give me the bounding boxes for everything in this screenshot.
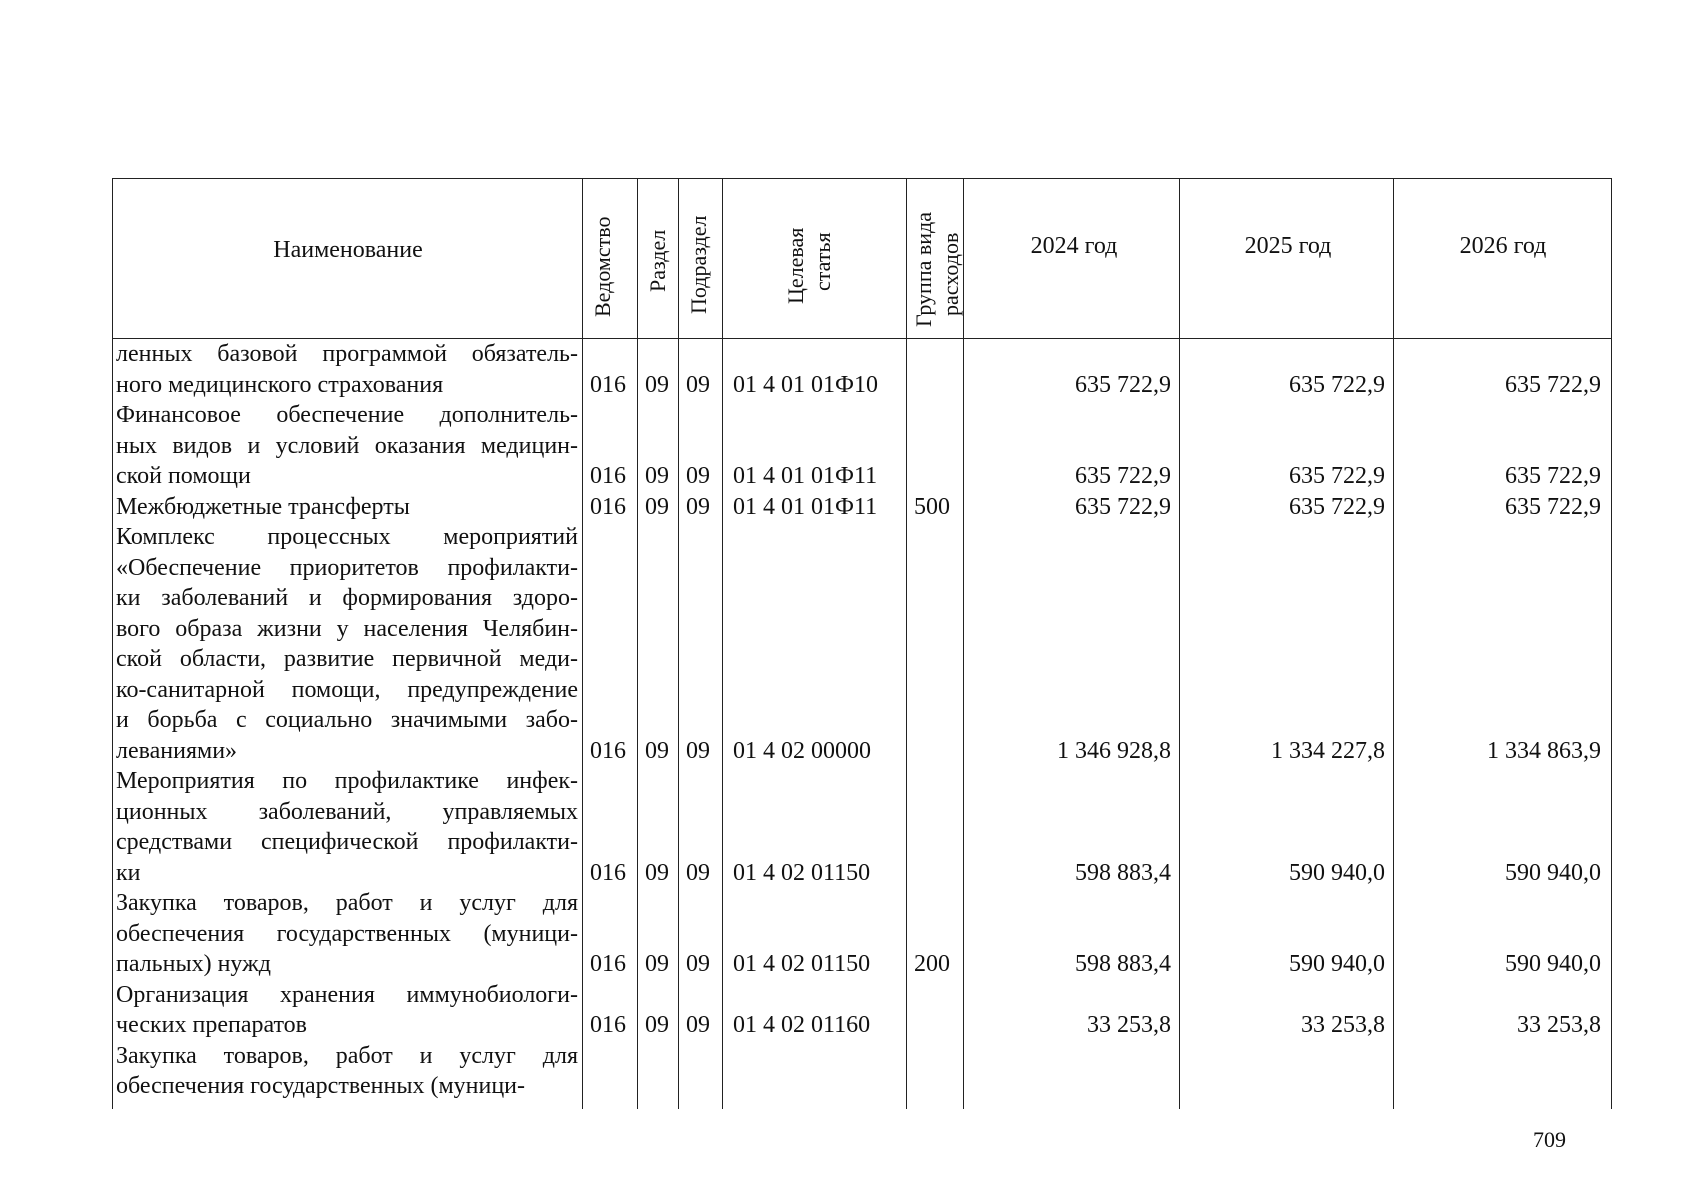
cell-gruppa: 500 bbox=[914, 493, 950, 520]
cell-2026: 33 253,8 bbox=[1517, 1012, 1601, 1038]
row-name-line: вого образа жизни у населения Челябин- bbox=[116, 615, 578, 642]
row-name bbox=[116, 339, 578, 400]
cell-2025: 590 940,0 bbox=[1289, 859, 1385, 886]
cell-razdel: 09 bbox=[645, 463, 669, 489]
cell-razdel: 09 bbox=[645, 371, 669, 398]
cell-razdel: 09 bbox=[645, 951, 669, 977]
header-gruppa-line2: расходов bbox=[938, 232, 963, 316]
cell-podrazdel: 09 bbox=[686, 371, 710, 398]
column-divider bbox=[963, 179, 964, 1109]
row-name-line: ного медицинского страхования bbox=[116, 371, 444, 398]
row-name-line: пальных) нужд bbox=[116, 951, 271, 977]
cell-vedomstvo: 016 bbox=[590, 493, 626, 520]
row-name-line: Финансовое обеспечение дополнитель- bbox=[116, 402, 578, 428]
cell-celevaya-statya: 01 4 02 01150 bbox=[733, 859, 871, 886]
row-name-line: ской области, развитие первичной меди- bbox=[116, 646, 578, 672]
cell-2024: 598 883,4 bbox=[1075, 951, 1171, 977]
row-name bbox=[116, 766, 578, 888]
cell-2025: 635 722,9 bbox=[1289, 463, 1385, 489]
cell-2024: 635 722,9 bbox=[1075, 463, 1171, 489]
cell-celevaya-statya: 01 4 01 01Ф10 bbox=[733, 371, 878, 398]
row-name-line: ко-санитарной помощи, предупреждение bbox=[116, 676, 578, 703]
cell-celevaya-statya: 01 4 02 01160 bbox=[733, 1012, 871, 1038]
cell-podrazdel: 09 bbox=[686, 737, 710, 764]
header-razdel: Раздел bbox=[645, 229, 670, 292]
cell-2026: 635 722,9 bbox=[1505, 463, 1601, 489]
row-name-line: Межбюджетные трансферты bbox=[116, 493, 410, 520]
cell-2024: 1 346 928,8 bbox=[1057, 737, 1171, 764]
cell-2026: 635 722,9 bbox=[1505, 371, 1601, 398]
cell-2025: 635 722,9 bbox=[1289, 493, 1385, 520]
header-podrazdel: Подраздел bbox=[686, 215, 711, 314]
row-name-line: ных видов и условий оказания медицин- bbox=[116, 432, 578, 459]
column-divider bbox=[722, 179, 723, 1109]
cell-2025: 590 940,0 bbox=[1289, 951, 1385, 977]
row-name-line: леваниями» bbox=[116, 737, 238, 764]
row-name-line: ческих препаратов bbox=[116, 1012, 308, 1038]
header-2024: 2024 год bbox=[1030, 233, 1118, 259]
row-name-line: ционных заболеваний, управляемых bbox=[116, 798, 578, 825]
cell-vedomstvo: 016 bbox=[590, 737, 626, 764]
row-name-line: ки заболеваний и формирования здоро- bbox=[116, 585, 578, 611]
column-divider bbox=[637, 179, 638, 1109]
cell-vedomstvo: 016 bbox=[590, 859, 626, 886]
row-name-line: и борьба с социально значимыми забо- bbox=[116, 707, 578, 733]
header-name: Наименование bbox=[273, 237, 423, 263]
cell-gruppa: 200 bbox=[914, 951, 950, 977]
row-name bbox=[116, 1041, 578, 1102]
cell-celevaya-statya: 01 4 01 01Ф11 bbox=[733, 463, 878, 489]
cell-razdel: 09 bbox=[645, 493, 669, 520]
budget-table bbox=[112, 178, 1612, 1109]
page-number: 709 bbox=[1533, 1127, 1566, 1152]
cell-podrazdel: 09 bbox=[686, 951, 710, 977]
row-name-line: ки bbox=[116, 859, 141, 886]
cell-2024: 598 883,4 bbox=[1075, 859, 1171, 886]
cell-celevaya-statya: 01 4 02 00000 bbox=[733, 737, 871, 764]
cell-razdel: 09 bbox=[645, 859, 669, 886]
cell-celevaya-statya: 01 4 02 01150 bbox=[733, 951, 871, 977]
row-name-line: ской помощи bbox=[116, 463, 251, 489]
header-celevaya-line1: Целевая bbox=[783, 227, 808, 304]
header-vedomstvo: Ведомство bbox=[590, 216, 615, 317]
column-divider bbox=[906, 179, 907, 1109]
header-2025: 2025 год bbox=[1244, 233, 1332, 259]
cell-2026: 590 940,0 bbox=[1505, 951, 1601, 977]
header-gruppa-line1: Группа вида bbox=[911, 212, 936, 327]
column-divider bbox=[1179, 179, 1180, 1109]
column-divider bbox=[582, 179, 583, 1109]
cell-2024: 635 722,9 bbox=[1075, 493, 1171, 520]
cell-2024: 635 722,9 bbox=[1075, 371, 1171, 398]
row-name-line: средствами специфической профилакти- bbox=[116, 829, 578, 855]
row-name bbox=[116, 888, 578, 980]
cell-2024: 33 253,8 bbox=[1087, 1012, 1171, 1038]
row-name bbox=[116, 400, 578, 492]
cell-2026: 635 722,9 bbox=[1505, 493, 1601, 520]
row-name-line: Мероприятия по профилактике инфек- bbox=[116, 768, 578, 794]
cell-2025: 635 722,9 bbox=[1289, 371, 1385, 398]
cell-vedomstvo: 016 bbox=[590, 463, 626, 489]
cell-2026: 1 334 863,9 bbox=[1487, 737, 1601, 764]
row-name-line: обеспечения государственных (муници- bbox=[116, 1073, 526, 1099]
cell-2026: 590 940,0 bbox=[1505, 859, 1601, 886]
header-celevaya-line2: статья bbox=[810, 232, 835, 291]
cell-podrazdel: 09 bbox=[686, 493, 710, 520]
cell-2025: 33 253,8 bbox=[1301, 1012, 1385, 1038]
row-name bbox=[116, 522, 578, 766]
cell-podrazdel: 09 bbox=[686, 859, 710, 886]
cell-podrazdel: 09 bbox=[686, 1012, 710, 1038]
cell-razdel: 09 bbox=[645, 737, 669, 764]
cell-podrazdel: 09 bbox=[686, 463, 710, 489]
row-name-line: Закупка товаров, работ и услуг для bbox=[116, 1042, 578, 1069]
cell-2025: 1 334 227,8 bbox=[1271, 737, 1385, 764]
column-divider bbox=[1393, 179, 1394, 1109]
column-divider bbox=[678, 179, 679, 1109]
row-name bbox=[116, 492, 578, 523]
cell-vedomstvo: 016 bbox=[590, 951, 626, 977]
row-name-line: Закупка товаров, работ и услуг для bbox=[116, 890, 578, 916]
cell-razdel: 09 bbox=[645, 1012, 669, 1038]
cell-vedomstvo: 016 bbox=[590, 1012, 626, 1038]
cell-celevaya-statya: 01 4 01 01Ф11 bbox=[733, 493, 878, 520]
header-2026: 2026 год bbox=[1459, 233, 1547, 259]
row-name bbox=[116, 980, 578, 1041]
row-name-line: «Обеспечение приоритетов профилакти- bbox=[116, 554, 578, 581]
row-name-line: ленных базовой программой обязатель- bbox=[116, 341, 578, 367]
row-name-line: обеспечения государственных (муници- bbox=[116, 920, 578, 947]
row-name-line: Организация хранения иммунобиологи- bbox=[116, 981, 578, 1008]
row-name-line: Комплекс процессных мероприятий bbox=[116, 524, 578, 550]
cell-vedomstvo: 016 bbox=[590, 371, 626, 398]
